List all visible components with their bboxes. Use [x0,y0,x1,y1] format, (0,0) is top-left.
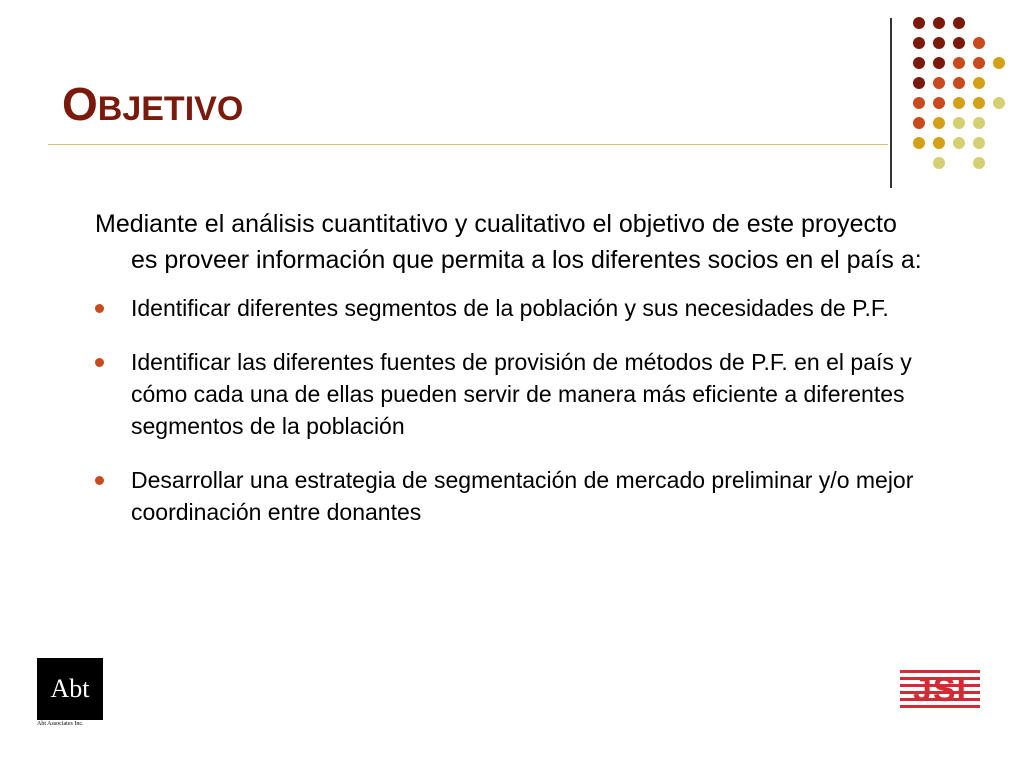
abt-logo [37,658,103,720]
decorative-dot [933,117,945,129]
abt-logo-mark: Abt [50,674,90,703]
decorative-dot [913,57,925,69]
bullet-text: Desarrollar una estrategia de segmentación de mercado preliminar y/o mejor coordinación entre donantes [131,467,914,525]
decorative-dot [973,117,985,129]
decorative-dot [913,77,925,89]
bullet-item [95,346,925,442]
decorative-dot [973,77,985,89]
decorative-dot [933,97,945,109]
bullet-dot-icon [95,304,104,313]
slide-title-rest: BJETIVO [97,90,244,128]
decorative-dot [933,137,945,149]
decorative-dot [933,57,945,69]
decorative-dot [993,97,1005,109]
decorative-dot [953,97,965,109]
jsi-logo-mark: JSI [912,670,968,709]
slide-body [95,206,925,550]
bullet-text: Identificar diferentes segmentos de la población y sus necesidades de P.F. [131,295,889,321]
intro-paragraph: Mediante el análisis cuantitativo y cualitativo el objetivo de este proyecto es proveer información que permita a los diferentes socios en el país a: [95,210,922,274]
decorative-dot [973,97,985,109]
decorative-dot [973,37,985,49]
bullet-item [95,464,925,528]
decorative-dot [973,157,985,169]
decorative-dot [973,57,985,69]
decorative-dot [953,117,965,129]
decorative-dot [913,137,925,149]
slide-title-initial: O [62,78,98,130]
decorative-dot [933,157,945,169]
bullet-dot-icon [95,358,104,367]
decorative-dot [913,97,925,109]
jsi-logo [900,666,980,714]
decorative-dot [993,57,1005,69]
bullet-dot-icon [95,476,104,485]
abt-logo-caption: Abt Associates Inc. [37,721,84,727]
decorative-dot [953,77,965,89]
bullet-item [95,292,925,324]
decorative-dot [933,37,945,49]
decorative-dot [953,17,965,29]
decorative-dot [913,17,925,29]
decorative-dot [913,117,925,129]
decorative-dot [953,57,965,69]
decorative-dot [953,137,965,149]
decorative-dot [953,37,965,49]
decorative-dot-grid [0,0,1024,200]
bullet-text: Identificar las diferentes fuentes de provisión de métodos de P.F. en el país y cómo cada una de ellas pueden servir de manera más eficiente a diferentes segmentos de la población [131,349,912,439]
decorative-dot [933,17,945,29]
decorative-dot [913,37,925,49]
decorative-dot [933,77,945,89]
decorative-dot [973,137,985,149]
bullet-list [95,292,925,528]
